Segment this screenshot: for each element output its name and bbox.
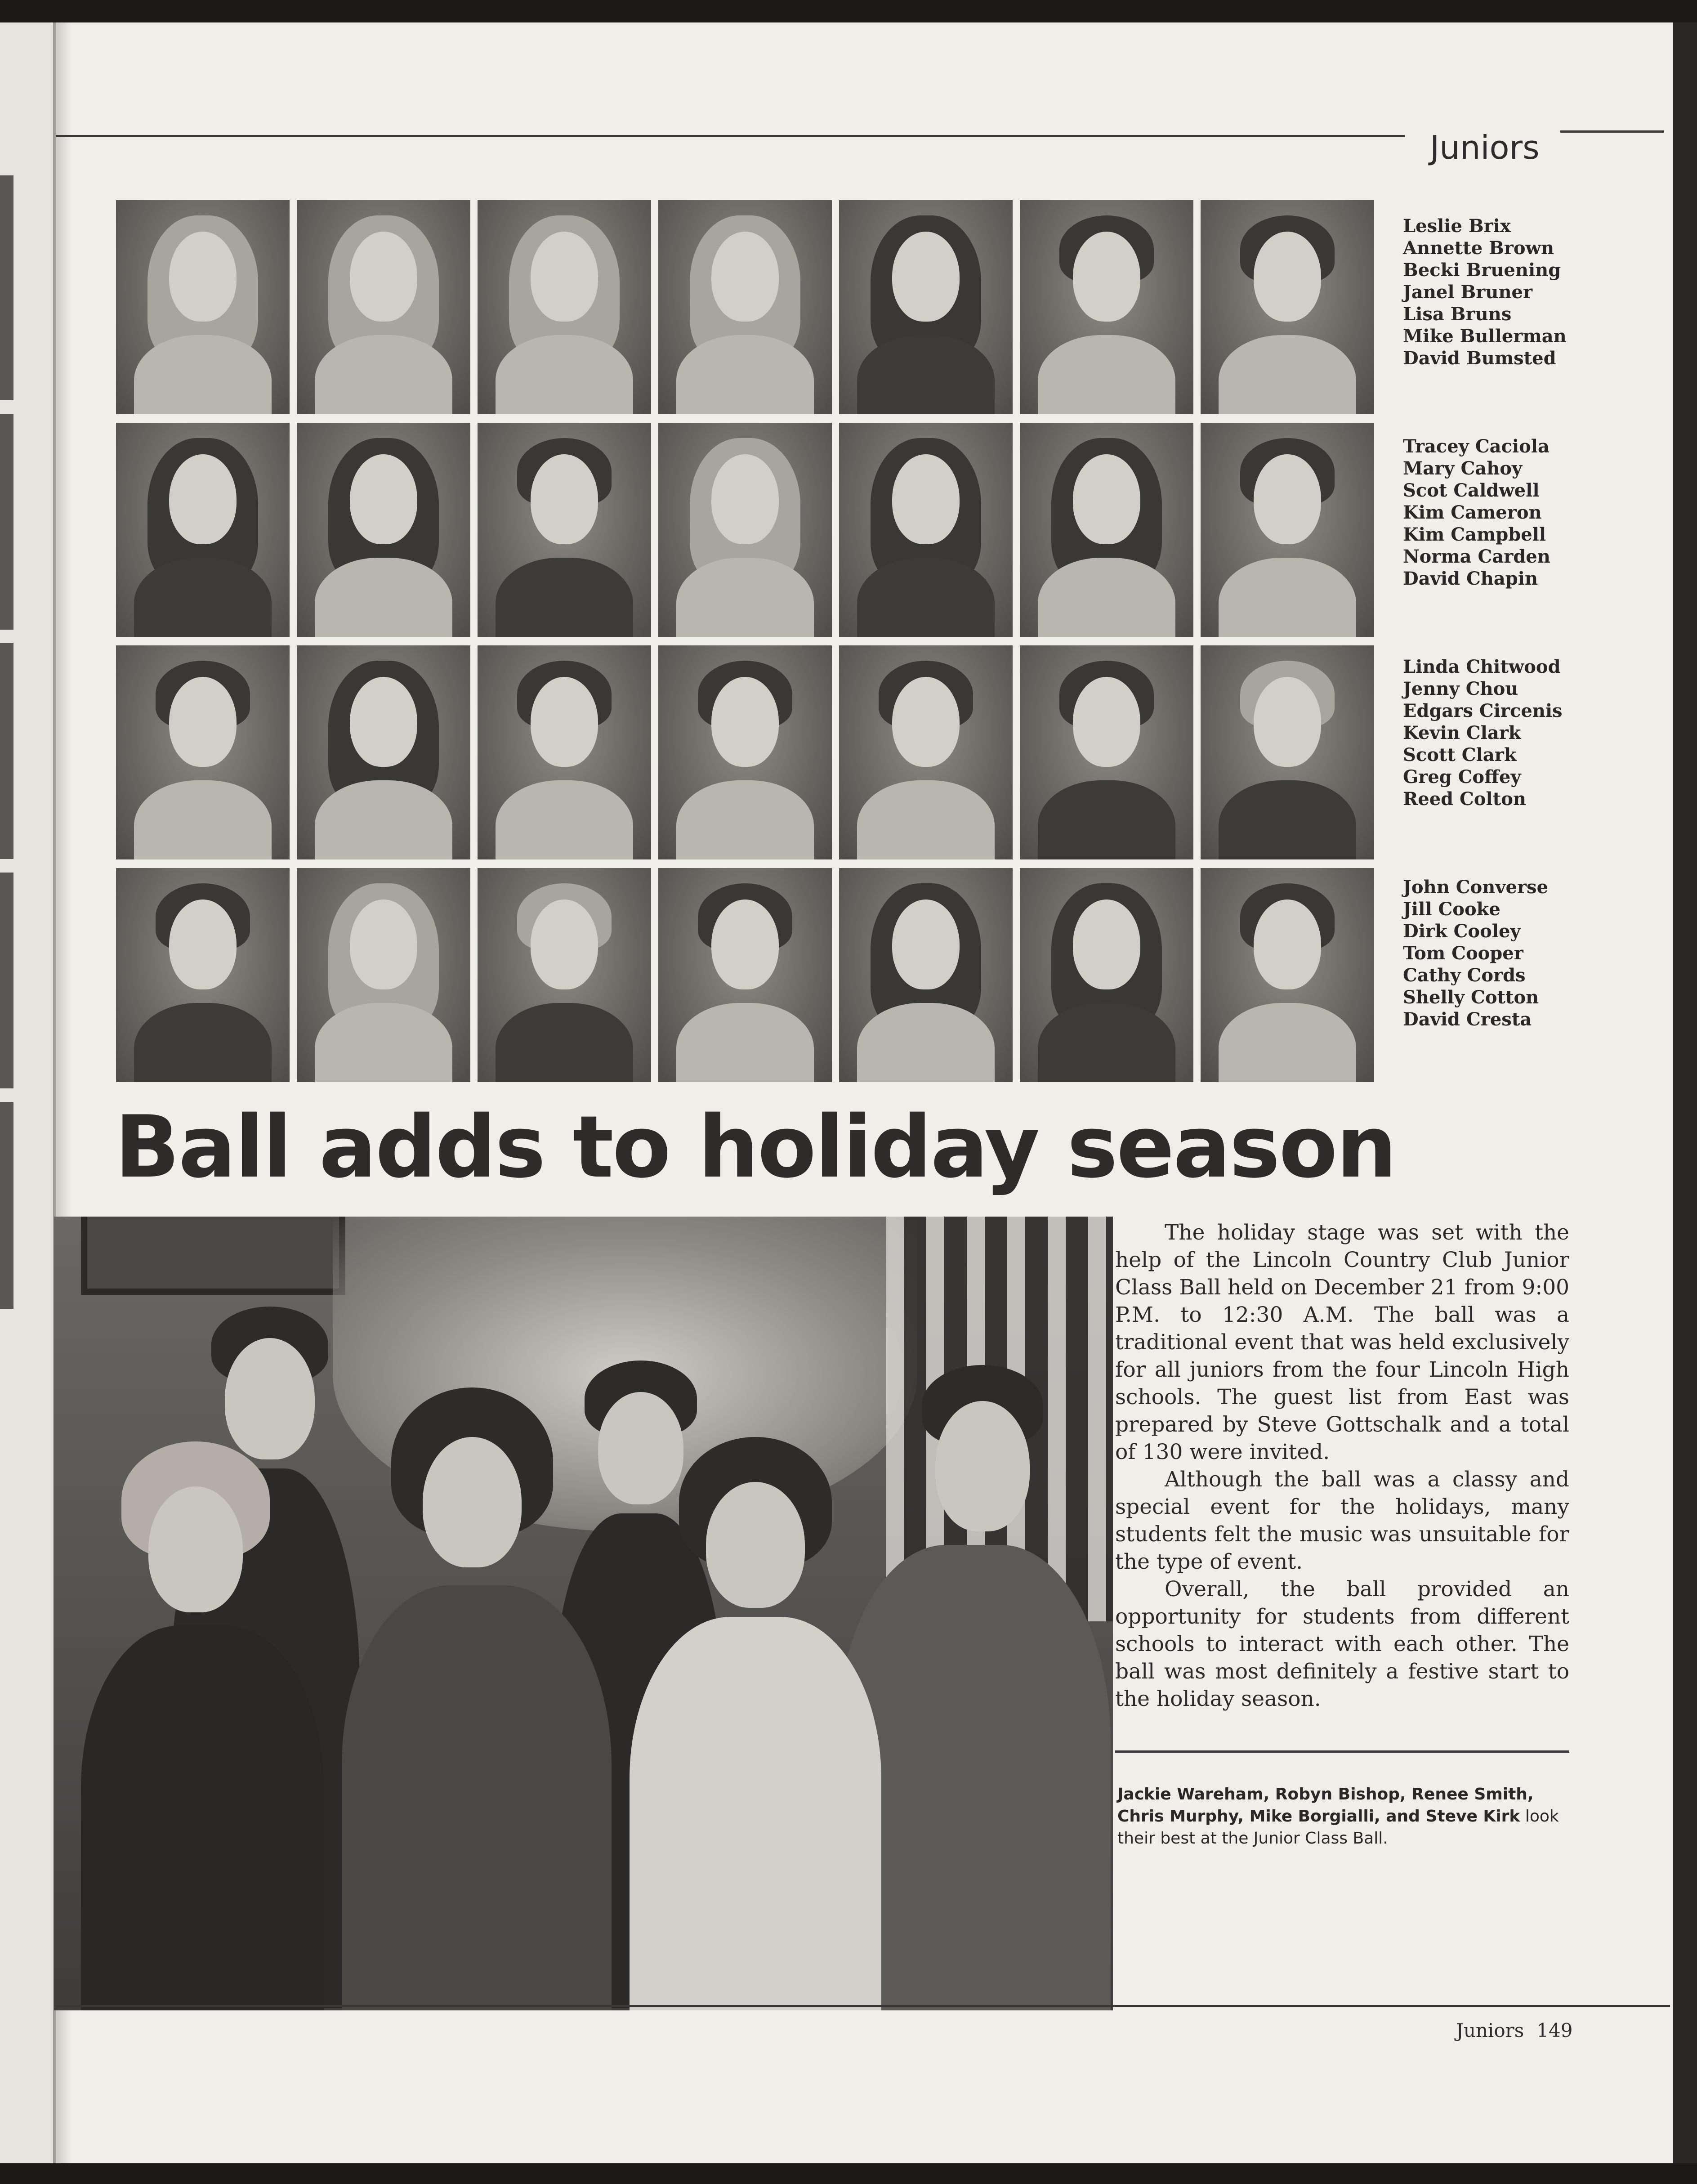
student-name: David Bumsted: [1403, 348, 1556, 369]
student-name: Jenny Chou: [1403, 678, 1518, 699]
student-name: Jill Cooke: [1403, 899, 1501, 920]
portrait-photo: [1020, 868, 1193, 1082]
article-paragraph: The holiday stage was set with the help of the Lincoln Country Club Junior Class Ball held on December 21 from 9:00 P.M. to 12:30 A.M. The ball was a traditional event that was held exclusively for all juniors from the four Lincoln High schools. The guest list from East was prepared by Steve Gottschalk and a total of 130 were invited.: [1115, 1220, 1569, 1464]
student-name: Reed Colton: [1403, 788, 1526, 810]
student-name: Kim Campbell: [1403, 524, 1546, 545]
footer-section: Juniors: [1456, 2019, 1524, 2041]
student-name: Greg Coffey: [1403, 766, 1521, 788]
student-name: Tracey Caciola: [1403, 436, 1550, 457]
article-paragraph: Although the ball was a classy and special event for the holidays, many students felt the music was unsuitable for the type of event.: [1115, 1467, 1569, 1574]
name-list: [1403, 215, 1567, 369]
portrait-photo: [1201, 200, 1374, 414]
student-name: Kevin Clark: [1403, 722, 1521, 743]
previous-page-photo-strip: [0, 175, 13, 400]
previous-page-photo-strip: [0, 414, 13, 630]
student-name: Tom Cooper: [1403, 943, 1523, 964]
previous-page-photo-strip: [0, 643, 13, 859]
previous-page-photo-strip: [0, 873, 13, 1088]
portrait-photo: [116, 200, 290, 414]
student-name: Mike Bullerman: [1403, 326, 1567, 347]
portrait-photo: [297, 645, 470, 859]
caption-text: look their best at the Junior Class Ball.: [1117, 1807, 1559, 1848]
page-number: 149: [1536, 2019, 1573, 2041]
student-name: Becki Bruening: [1403, 260, 1561, 281]
portrait-photo: [478, 868, 651, 1082]
portrait-photo: [116, 645, 290, 859]
student-name: Janel Bruner: [1403, 282, 1533, 303]
portrait-photo: [1201, 645, 1374, 859]
caption-rule: [1115, 1750, 1569, 1753]
previous-page-photo-strip: [0, 1102, 13, 1309]
student-name: Leslie Brix: [1403, 215, 1511, 237]
section-label: Juniors: [1416, 129, 1553, 166]
article-body: [1115, 1219, 1569, 1713]
portrait-photo: [839, 868, 1013, 1082]
student-name: John Converse: [1403, 877, 1549, 898]
portrait-photo: [478, 200, 651, 414]
page-footer: [1456, 2019, 1572, 2041]
yearbook-page: [0, 22, 1673, 2163]
portrait-photo: [478, 423, 651, 637]
ball-group-photo: [54, 1217, 1113, 2010]
portrait-photo: [1201, 868, 1374, 1082]
footer-rule: [56, 2005, 1670, 2007]
student-name: Shelly Cotton: [1403, 987, 1539, 1008]
portrait-photo: [658, 200, 832, 414]
student-name: Mary Cahoy: [1403, 458, 1523, 479]
portrait-photo: [1020, 645, 1193, 859]
portrait-photo: [658, 645, 832, 859]
student-name: Dirk Cooley: [1403, 921, 1521, 942]
header-rule-right: [1560, 130, 1664, 133]
portrait-photo: [1020, 423, 1193, 637]
portrait-photo: [839, 645, 1013, 859]
student-name: David Cresta: [1403, 1009, 1532, 1030]
portrait-photo: [658, 868, 832, 1082]
portrait-photo: [658, 423, 832, 637]
portrait-photo: [478, 645, 651, 859]
previous-page-edge: [0, 22, 56, 2163]
name-list: [1403, 876, 1548, 1030]
portrait-photo: [297, 868, 470, 1082]
student-name: Cathy Cords: [1403, 965, 1526, 986]
portrait-photo: [1020, 200, 1193, 414]
wall-picture-frame: [81, 1217, 345, 1295]
portrait-photo: [839, 423, 1013, 637]
page-right-edge: [1673, 22, 1697, 2163]
portrait-photo: [297, 200, 470, 414]
portrait-photo: [297, 423, 470, 637]
photo-caption: [1117, 1783, 1572, 1849]
name-list: [1403, 656, 1563, 810]
student-name: Norma Carden: [1403, 546, 1550, 567]
student-name: Scot Caldwell: [1403, 480, 1540, 501]
article-paragraph: Overall, the ball provided an opportunity for students from different schools to interact with each other. The ball was most definitely a festive start to the holiday season.: [1115, 1577, 1569, 1711]
page-headline: Ball adds to holiday season: [115, 1097, 1396, 1197]
student-name: Linda Chitwood: [1403, 656, 1561, 677]
student-name: Scott Clark: [1403, 744, 1517, 765]
student-name: Edgars Circenis: [1403, 700, 1563, 721]
portrait-photo: [116, 423, 290, 637]
portrait-photo: [116, 868, 290, 1082]
caption-names: Jackie Wareham, Robyn Bishop, Renee Smith, Chris Murphy, Mike Borgialli, and Steve Kirk: [1117, 1785, 1534, 1826]
portrait-photo: [839, 200, 1013, 414]
student-name: Lisa Bruns: [1403, 304, 1512, 325]
student-name: David Chapin: [1403, 568, 1538, 589]
student-name: Kim Cameron: [1403, 502, 1542, 523]
name-list: [1403, 435, 1550, 590]
header-rule-left: [56, 135, 1405, 137]
portrait-photo: [1201, 423, 1374, 637]
student-name: Annette Brown: [1403, 237, 1554, 259]
